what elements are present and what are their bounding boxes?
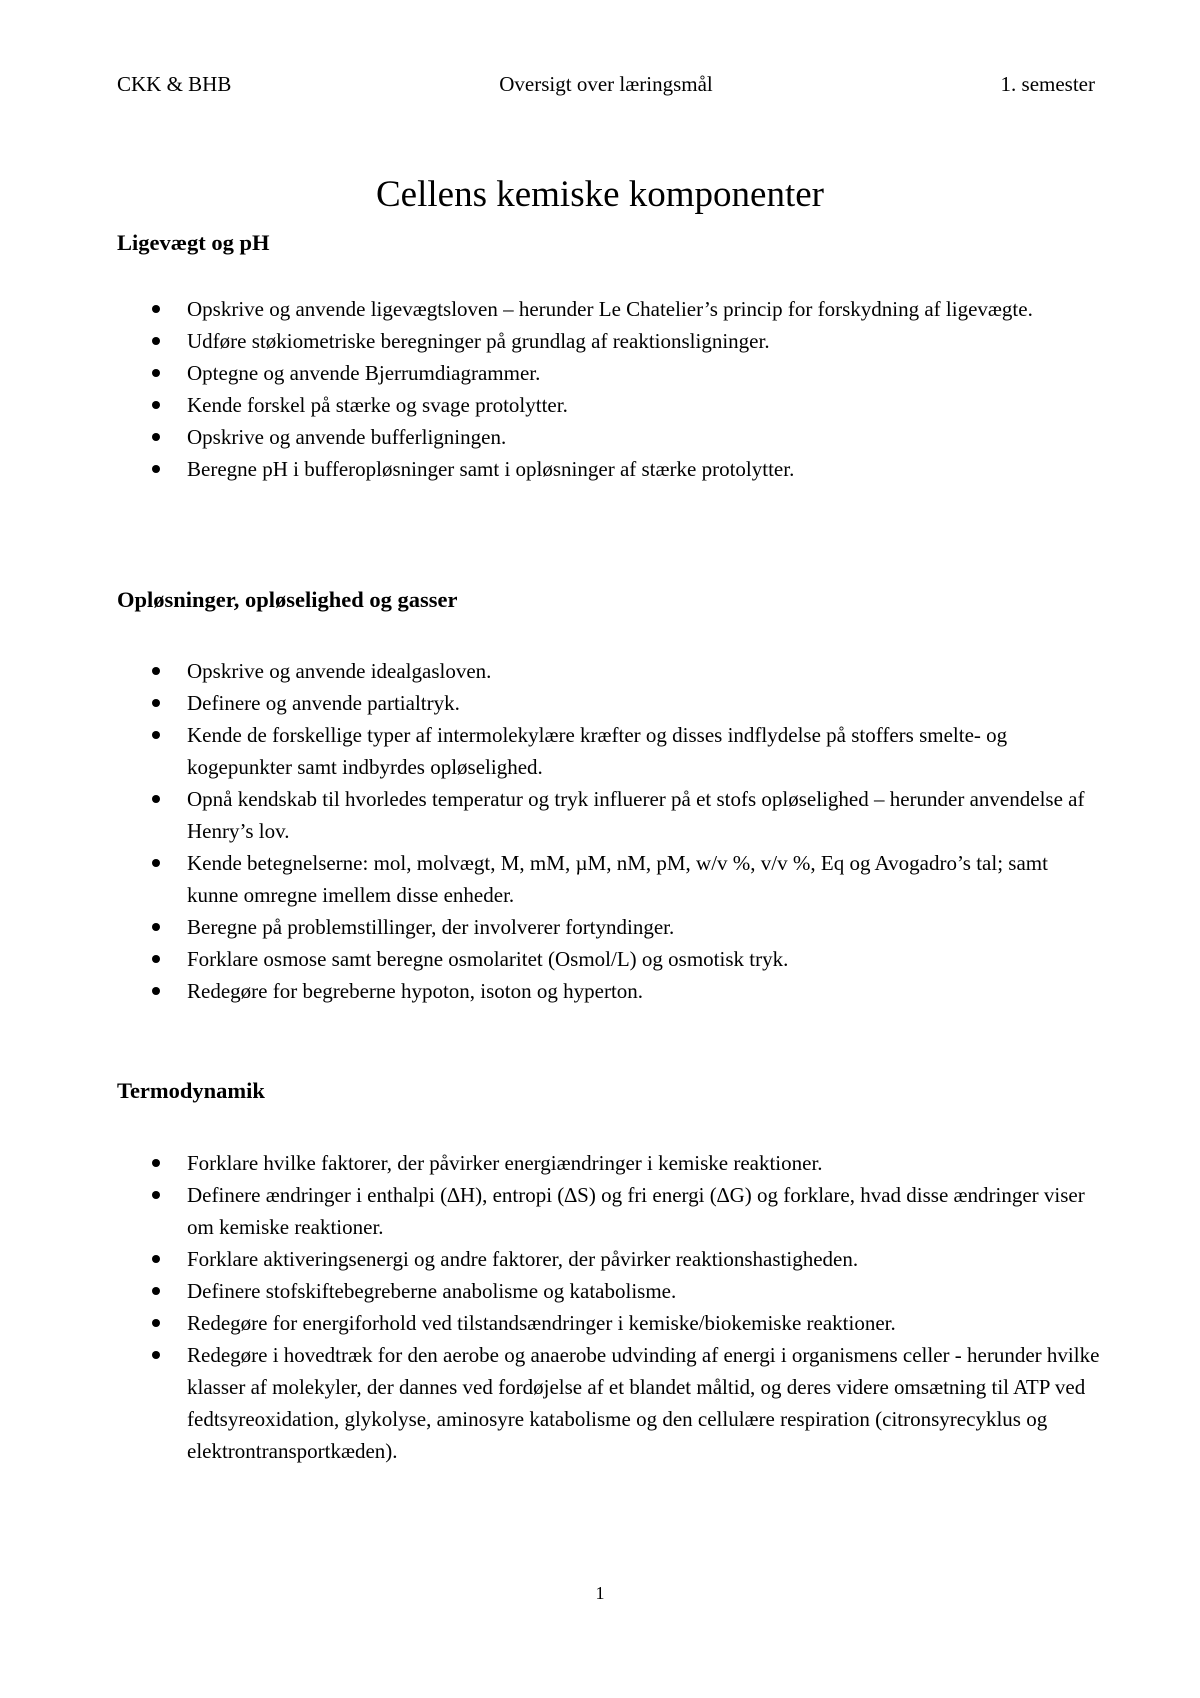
goal-list-ligevaegt — [117, 293, 1102, 485]
bullet-icon — [152, 1287, 160, 1295]
page-title: Cellens kemiske komponenter — [375, 174, 824, 215]
bullet-icon — [152, 1255, 160, 1263]
bullet-icon — [152, 699, 160, 707]
bullet-icon — [152, 369, 160, 377]
bullet-icon — [152, 795, 160, 803]
list-item: Forklare hvilke faktorer, der påvirker energiændringer i kemiske reaktioner. — [117, 1147, 1102, 1179]
bullet-icon — [152, 859, 160, 867]
bullet-icon — [152, 305, 160, 313]
list-item: Kende betegnelserne: mol, molvægt, M, mM, µM, nM, pM, w/v %, v/v %, Eq og Avogadro’s tal; samt kunne omregne imellem disse enheder. — [117, 847, 1102, 911]
section-heading-ligevaegt: Ligevægt og pH — [117, 230, 270, 255]
bullet-icon — [152, 667, 160, 675]
header-document-type: Oversigt over læringsmål — [499, 72, 713, 96]
bullet-icon — [152, 955, 160, 963]
header-authors: CKK & BHB — [117, 72, 232, 96]
bullet-icon — [152, 1159, 160, 1167]
bullet-icon — [152, 1319, 160, 1327]
bullet-icon — [152, 401, 160, 409]
list-item: Opnå kendskab til hvorledes temperatur og tryk influerer på et stofs opløselighed – herunder anvendelse af Henry’s lov. — [117, 783, 1102, 847]
section-heading-oploesninger: Opløsninger, opløselighed og gasser — [117, 587, 458, 612]
goal-list-oploesninger — [117, 655, 1102, 1007]
list-item: Redegøre i hovedtræk for den aerobe og anaerobe udvinding af energi i organismens celler - herunder hvilke klasser af molekyler, der dannes ved fordøjelse af et blandet måltid, og deres videre omsætning til ATP ved fedtsyreoxidation, glykolyse, aminosyre katabolisme og den cellulære respiration (citronsyrecyklus og elektrontransportkæden). — [117, 1339, 1102, 1467]
header-semester: 1. semester — [1000, 72, 1095, 96]
list-item: Optegne og anvende Bjerrumdiagrammer. — [117, 357, 1102, 389]
list-item: Definere stofskiftebegreberne anabolisme og katabolisme. — [117, 1275, 1102, 1307]
list-item: Redegøre for begreberne hypoton, isoton og hyperton. — [117, 975, 1102, 1007]
bullet-icon — [152, 1351, 160, 1359]
bullet-icon — [152, 433, 160, 441]
list-item: Definere og anvende partialtryk. — [117, 687, 1102, 719]
page-number: 1 — [595, 1583, 605, 1603]
list-item: Definere ændringer i enthalpi (∆H), entropi (∆S) og fri energi (∆G) og forklare, hvad disse ændringer viser om kemiske reaktioner. — [117, 1179, 1102, 1243]
list-item: Opskrive og anvende ligevægtsloven – herunder Le Chatelier’s princip for forskydning af ligevægte. — [117, 293, 1102, 325]
list-item: Opskrive og anvende bufferligningen. — [117, 421, 1102, 453]
list-item: Kende de forskellige typer af intermolekylære kræfter og disses indflydelse på stoffers smelte- og kogepunkter samt indbyrdes opløselighed. — [117, 719, 1102, 783]
section-heading-termodynamik: Termodynamik — [117, 1078, 265, 1103]
list-item: Beregne på problemstillinger, der involverer fortyndinger. — [117, 911, 1102, 943]
list-item: Beregne pH i bufferopløsninger samt i opløsninger af stærke protolytter. — [117, 453, 1102, 485]
bullet-icon — [152, 337, 160, 345]
list-item: Opskrive og anvende idealgasloven. — [117, 655, 1102, 687]
list-item: Udføre støkiometriske beregninger på grundlag af reaktionsligninger. — [117, 325, 1102, 357]
list-item: Forklare aktiveringsenergi og andre faktorer, der påvirker reaktionshastigheden. — [117, 1243, 1102, 1275]
bullet-icon — [152, 465, 160, 473]
bullet-icon — [152, 731, 160, 739]
list-item: Kende forskel på stærke og svage protolytter. — [117, 389, 1102, 421]
goal-list-termodynamik — [117, 1147, 1102, 1467]
list-item: Forklare osmose samt beregne osmolaritet (Osmol/L) og osmotisk tryk. — [117, 943, 1102, 975]
bullet-icon — [152, 923, 160, 931]
bullet-icon — [152, 1191, 160, 1199]
bullet-icon — [152, 987, 160, 995]
running-header — [117, 72, 1095, 102]
list-item: Redegøre for energiforhold ved tilstandsændringer i kemiske/biokemiske reaktioner. — [117, 1307, 1102, 1339]
